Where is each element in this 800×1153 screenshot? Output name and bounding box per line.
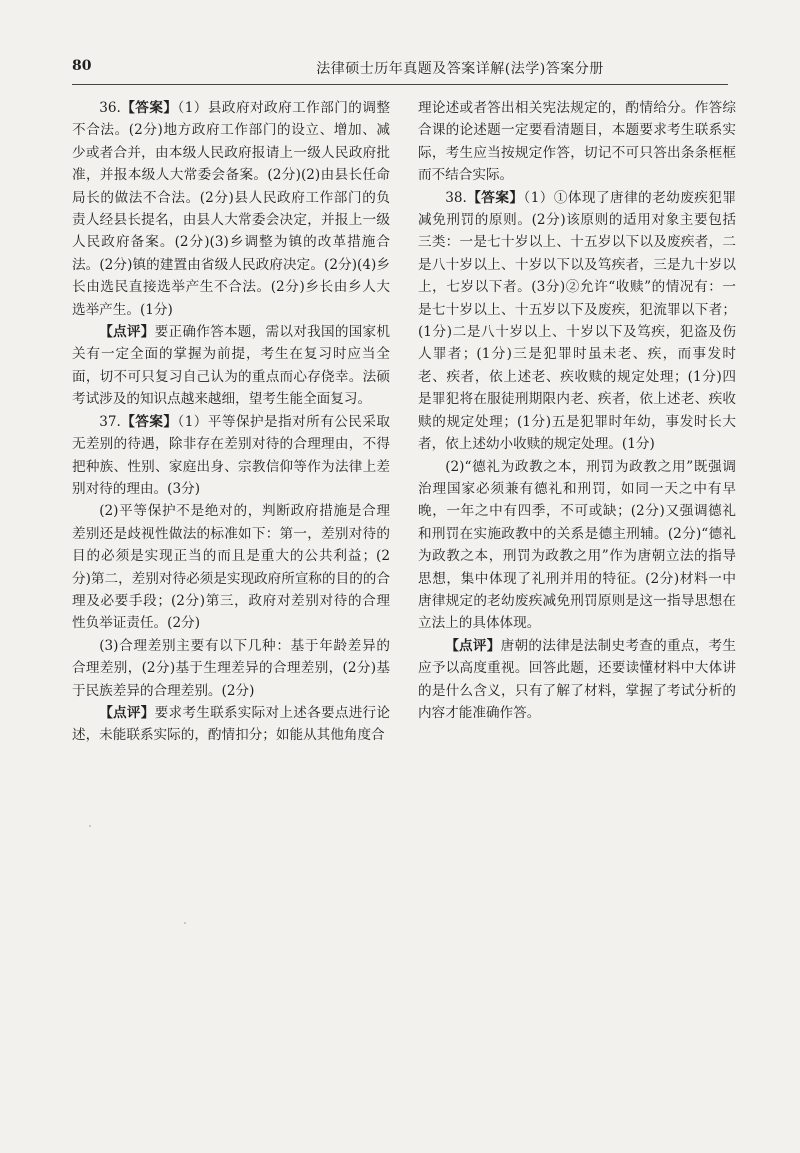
scan-speck [89, 825, 91, 827]
right-column [418, 97, 736, 724]
left-column [72, 97, 390, 747]
page-header [72, 58, 728, 82]
answer-38-part-2: (2)“德礼为政教之本，刑罚为政教之用”既强调治理国家必须兼有德礼和刑罚，如同一天之中有早晚，一年之中有四季，不可或缺；(2分)又强调德礼和刑罚在实施政教中的关系是德主刑辅。(2分)“德礼为政教之本，刑罚为政教之用”作为唐朝立法的指导思想，集中体现了礼刑并用的特征。(2分)材料一中唐律规定的老幼废疾减免刑罚原则是这一指导思想在立法上的具体体现。 [418, 458, 736, 632]
answer-36: 36.【答案】（1）县政府对政府工作部门的调整不合法。(2分)地方政府工作部门的设立、增加、减少或者合并，由本级人民政府报请上一级人民政府批准，并报本级人大常委会备案。(2分)(2)由县长任命局长的做法不合法。(2分)县人民政府工作部门的负责人经县长提名，由县人大常委会决定，并报上一级人民政府备案。(2分)(3)乡调整为镇的改革措施合法。(2分)镇的建置由省级人民政府决定。(2分)(4)乡长由选民直接选举产生不合法。(2分)乡长由乡人大选举产生。(1分) [72, 100, 390, 318]
comment-38: 【点评】唐朝的法律是法制史考查的重点，考生应予以高度重视。回答此题，还要读懂材料中大体讲的是什么含义，只有了解了材料，掌握了考试分析的内容才能准确作答。 [418, 637, 737, 721]
comment-37-continued: 理论述或者答出相关宪法规定的，酌情给分。作答综合课的论述题一定要看清题目，本题要求考生联系实际，考生应当按规定作答，切记不可只答出条条框框而不结合实际。 [418, 100, 736, 184]
answer-tag: 【答案】 [120, 100, 178, 116]
header-rule [72, 84, 728, 85]
answer-38: 38.【答案】（1）①体现了唐律的老幼废疾犯罪减免刑罚的原则。(2分)该原则的适用对象主要包括三类：一是七十岁以上、十五岁以下以及废疾者，二是八十岁以上、十岁以下以及笃疾者，三是九十岁以上，七岁以下者。(3分)②允许“收赎”的情况有：一是七十岁以上、十五岁以下及废疾，犯流罪以下者；(1分)二是八十岁以上、十岁以下及笃疾，犯盗及伤人罪者；(1分)三是犯罪时虽未老、疾，而事发时老、疾者，依上述老、疾收赎的规定处理；(1分)四是罪犯将在服徒刑期限内老、疾者，依上述老、疾收赎的规定处理；(1分)五是犯罪时年幼，事发时长大者，依上述幼小收赎的规定处理。(1分) [418, 189, 736, 453]
answer-37: 37.【答案】（1）平等保护是指对所有公民采取无差别的待遇，除非存在差别对待的合理理由，不得把种族、性别、家庭出身、宗教信仰等作为法律上差别对待的理由。(3分) [72, 413, 390, 497]
comment-36: 【点评】要正确作答本题，需以对我国的国家机关有一定全面的掌握为前提，考生在复习时应当全面，切不可只复习自己认为的重点而心存侥幸。法硕考试涉及的知识点越来越细，望考生能全面复习。 [72, 324, 391, 408]
answer-37-part-2: (2)平等保护不是绝对的，判断政府措施是合理差别还是歧视性做法的标准如下：第一，差别对待的目的必须是实现正当的而且是重大的公共利益；(2分)第二，差别对待必须是实现政府所宣称的目的的合理及必要手段；(2分)第三，政府对差别对待的合理性负举证责任。(2分) [72, 503, 390, 632]
comment-tag: 【点评】 [445, 637, 501, 654]
running-title: 法律硕士历年真题及答案详解(法学)答案分册 [316, 61, 604, 77]
comment-tag: 【点评】 [99, 704, 155, 721]
answer-tag: 【答案】 [120, 413, 178, 430]
page-number: 80 [72, 58, 92, 74]
comment-37: 【点评】要求考生联系实际对上述各要点进行论述，未能联系实际的，酌情扣分；如能从其他角度合 [72, 704, 391, 744]
answer-37-part-3: (3)合理差别主要有以下几种：基于年龄差异的合理差别，(2分)基于生理差异的合理差别，(2分)基于民族差异的合理差别。(2分) [72, 637, 390, 699]
answer-tag: 【答案】 [466, 189, 524, 206]
comment-tag: 【点评】 [99, 324, 155, 341]
scan-speck [184, 922, 186, 924]
